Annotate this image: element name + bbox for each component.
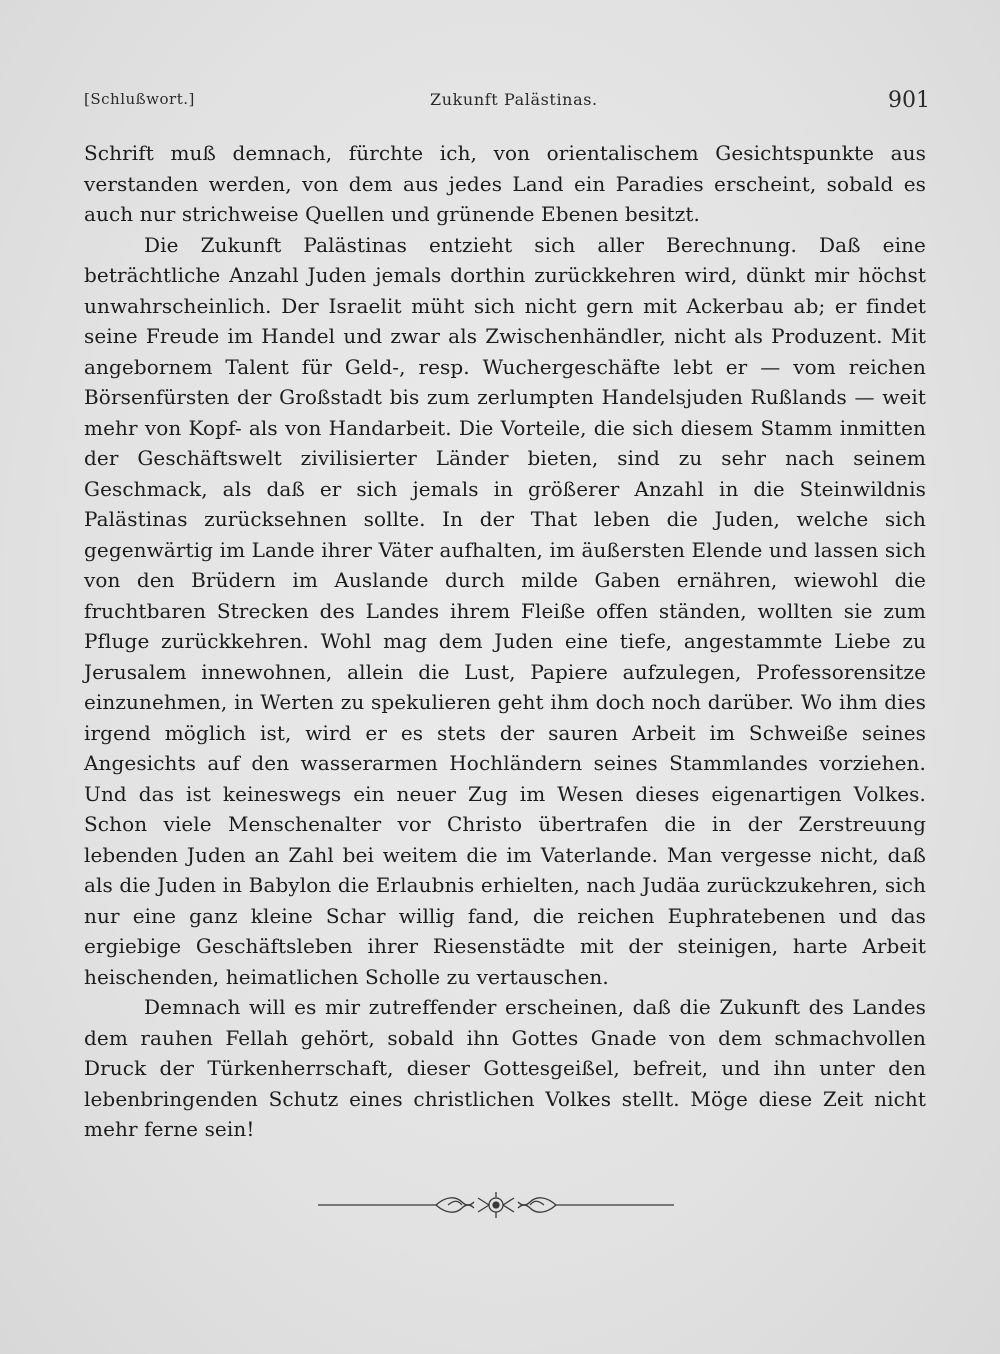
paragraph-2: Die Zukunft Palästinas entzieht sich aller Berechnung. Daß eine beträchtliche Anzahl Juden jemals dorthin zurückkehren wird, dünkt mir höchst unwahrscheinlich. Der Israelit müht sich nicht gern mit Ackerbau ab; er findet seine Freude im Handel und zwar als Zwischenhändler, nicht als Produzent. Mit angebornem Talent für Geld-, resp. Wuchergeschäfte lebt er — vom reichen Börsenfürsten der Großstadt bis zum zerlumpten Handelsjuden Rußlands — weit mehr von Kopf- als von Handarbeit. Die Vorteile, die sich diesem Stamm inmitten der Geschäftswelt zivilisierter Länder bieten, sind zu sehr nach seinem Geschmack, als daß er sich jemals in größerer Anzahl in die Steinwildnis Palästinas zurücksehnen sollte. In der That leben die Juden, welche sich gegenwärtig im Lande ihrer Väter aufhalten, im äußersten Elende und lassen sich von den Brüdern im Auslande durch milde Gaben ernähren, wiewohl die fruchtbaren Strecken des Landes ihrem Fleiße offen ständen, wollten sie zum Pfluge zurückkehren. Wohl mag dem Juden eine tiefe, angestammte Liebe zu Jerusalem innewohnen, allein die Lust, Papiere aufzulegen, Professorensitze einzunehmen, in Werten zu spekulieren geht ihm doch noch darüber. Wo ihm dies irgend möglich ist, wird er es stets der sauren Arbeit im Schweiße seines Angesichts auf den wasserarmen Hochländern seines Stammlandes vorziehen. Und das ist keineswegs ein neuer Zug im Wesen dieses eigenartigen Volkes. Schon viele Menschenalter vor Christo übertrafen die in der Zerstreuung lebenden Juden an Zahl bei weitem die im Vaterlande. Man vergesse nicht, daß als die Juden in Babylon die Erlaubnis erhielten, nach Judäa zurückzukehren, sich nur eine ganz kleine Schar willig fand, die reichen Euphratebenen und das ergiebige Geschäftsleben ihrer Riesenstädte mit der steinigen, harte Arbeit heischenden, heimatlichen Scholle zu vertauschen.	[84, 232, 926, 989]
section-label: [Schlußwort.]	[84, 90, 195, 108]
page-number: 901	[888, 88, 930, 113]
running-title: Zukunft Palästinas.	[430, 90, 598, 109]
body-text	[84, 138, 926, 1145]
running-header	[84, 86, 930, 120]
paragraph-3: Demnach will es mir zutreffender erscheinen, daß die Zukunft des Landes dem rauhen Fellah gehört, sobald ihn Gottes Gnade von dem schmachvollen Druck der Türkenherrschaft, dieser Gottesgeißel, befreit, und ihn unter den lebenbringenden Schutz eines christlichen Volkes stellt. Möge diese Zeit nicht mehr ferne sein!	[84, 995, 926, 1141]
paragraph-1: Schrift muß demnach, fürchte ich, von orientalischem Gesichtspunkte aus verstanden werden, von dem aus jedes Land ein Paradies erscheint, sobald es auch nur strichweise Quellen und grünende Ebenen besitzt.	[84, 141, 926, 226]
fleuron-divider-icon	[318, 1188, 674, 1222]
